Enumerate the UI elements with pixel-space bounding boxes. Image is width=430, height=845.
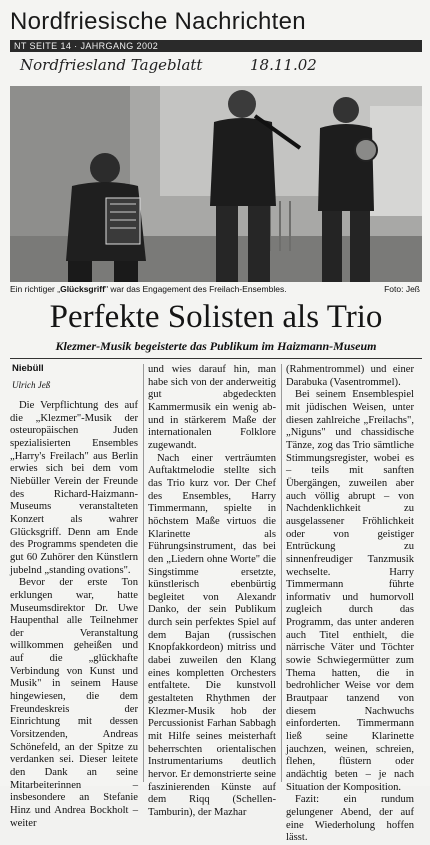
handwritten-source: Nordfriesland Tageblatt (20, 56, 203, 74)
trio-photo-illustration (10, 86, 422, 282)
concert-photo (10, 86, 422, 282)
article-headline: Perfekte Solisten als Trio (49, 299, 383, 335)
column-3-paragraph: Bei seinem Ensemblespiel mit jüdischen Weisen, unter diesen zahlreiche „Freilachs", „Niguns" und chassidische Tänze, zog das Trio sämtliche Stimmungsregister, wobei es – teils mit sanften Übergängen, zuweilen aber auch völlig abrupt – von Nachdenklichkeit zu ausgelassener Fröhlichkeit oder von geistiger Entrückung zu sinnenfreudiger Tanzmusik wechselte. Harry Timmermann führte informativ und humorvoll zugleich durch das Programm, das unter anderen auch Titel enthielt, die närrische Väter und Töchter sowie Schwiegermütter zum Thema hatten, die in bedrohlicher Weise vor dem Brautpaar tanzend von diesem Nachwuchs einforderten. Timmermann ließ seine Klarinette jauchzen, weinen, schreien, flehen, flüstern oder andächtig beten – je nach Situation der Komposition. (286, 389, 414, 793)
caption-prefix: Ein richtiger „ (10, 284, 61, 294)
column-2-paragraph: Nach einer verträumten Auftaktmelodie stellte sich das Trio kurz vor. Der Chef des Ensembles, Harry Timmermann, spielte in höchstem Maße virtuos die Klarinette als Führungsinstrument, das bei den „Liedern ohne Worte" die Singstimme ersetzte, künstlerisch ebenbürtig begleitet von Alexandr Danko, der sein Publikum durch sein perfektes Spiel auf dem Bajan (russischen Knopfakkordeon) mitriss und dabei zuweilen den Klang eines kompletten Orchesters entfaltete. Die kunstvoll gestalteten Rhythmen der Klezmer-Musik hob der Percussionist Farhan Sabbagh mit Hilfe seines meisterhaft beherrschten orientalischen Instrumentariums deutlich hervor. Er demonstrierte seine faszinierenden Künste auf dem Riqq (Schellen-Tamburin), der Mazhar (148, 452, 276, 818)
page-strip: NT SEITE 14 · JAHRGANG 2002 (10, 40, 422, 52)
article-column-1 (10, 400, 138, 829)
headline-rule (10, 358, 422, 359)
column-1-paragraph: Bevor der erste Ton erklungen war, hatte Museumsdirektor Dr. Uwe Haupenthal alle Teilnehmer der Veranstaltung willkommen geheißen und auf die „glückhafte Verbindung von Kunst und Musik" in seinem Hause hingewiesen, die dem Freundeskreis der Einrichtung mit dessen Vorsitzenden, Andreas Schönefeld, an der Spitze zu verdanken sei. Dieser leitete den Dank an seine Mitarbeiterinnen – insbesondere an Stefanie Hinz und Andrea Bockholt – weiter (10, 577, 138, 829)
article-byline: Ulrich Jeß (12, 380, 51, 390)
article-column-3 (286, 364, 414, 844)
caption-suffix: " war das Engagement des Freilach-Ensembles. (104, 284, 287, 294)
article-subhead: Klezmer-Musik begeisterte das Publikum im Haizmann-Museum (55, 339, 377, 353)
article-dateline: Niebüll (12, 363, 44, 374)
article-column-2 (148, 364, 276, 818)
column-3-paragraph: Fazit: ein rundum gelungener Abend, der auf eine Wiederholung hoffen lässt. (286, 794, 414, 844)
column-1-paragraph: Die Verpflichtung des auf die „Klezmer"-Musik der osteuropäischen Juden spezialisierten Ensembles „Harry's Freilach" aus Berlin erwies sich bei dem vom Niebüller Verein der Freunde des Richard-Haizmann-Museums veranstalteten Konzert als wahrer Glücksgriff. Denn am Ende des Programms spendeten die gut 60 Zuhörer den Künstlern jubelnd „standing ovations". (10, 400, 138, 576)
column-divider (143, 364, 144, 782)
masthead-title: Nordfriesische Nachrichten (10, 8, 306, 35)
column-divider (281, 364, 282, 782)
handwritten-date: 18.11.02 (250, 56, 317, 74)
photo-caption (10, 283, 422, 295)
caption-bold: Glücksgriff (60, 284, 105, 294)
column-2-paragraph: und wies darauf hin, man habe sich von der anderweitig gut abgedeckten Kammermusik ein wenig ab- und in stärkerem Maße der internationalen Folklore zugewandt. (148, 364, 276, 451)
photo-credit: Foto: Jeß (384, 284, 420, 294)
column-3-paragraph: (Rahmentrommel) und einer Darabuka (Vasentrommel). (286, 364, 414, 388)
